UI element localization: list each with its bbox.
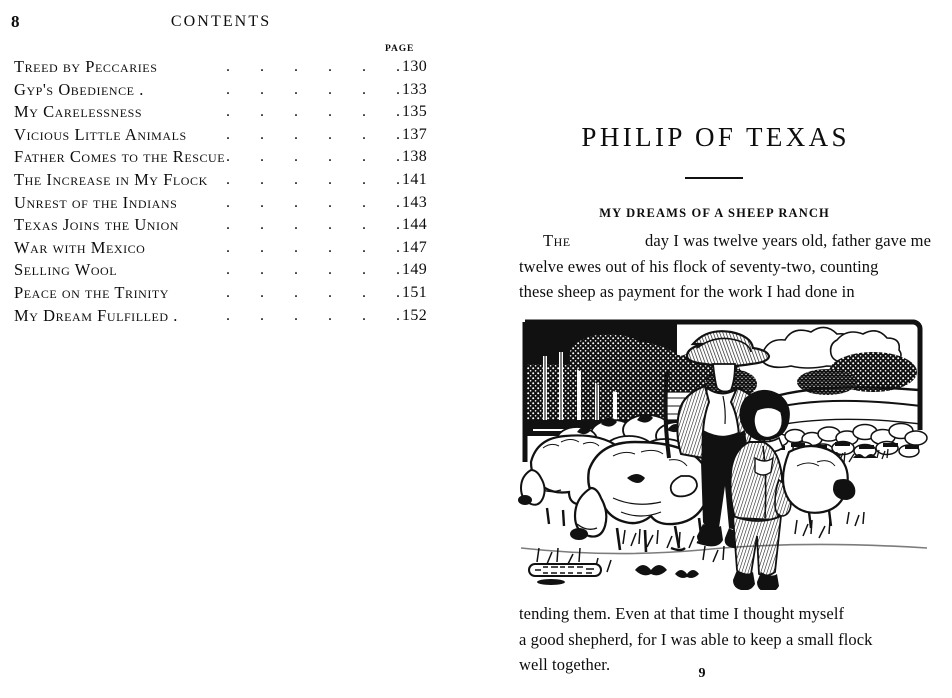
toc-leader-dots: . . . . . .	[226, 125, 400, 143]
toc-leader-dots: . . . . . .	[226, 193, 400, 211]
toc-leader-dots: . . . . . .	[226, 148, 400, 166]
toc-entry-page-number: 138	[402, 148, 428, 166]
chapter-title: PHILIP OF TEXAS	[581, 122, 850, 152]
chapter-opening-paragraph	[519, 228, 931, 305]
toc-leader-dots: . . . . . .	[226, 170, 400, 188]
toc-entry-page-number: 144	[402, 216, 428, 234]
toc-leader-dots: . . . . . .	[226, 283, 400, 301]
toc-entry-title: War with Mexico	[14, 237, 146, 257]
page-column-label: PAGE	[385, 44, 415, 54]
toc-entry[interactable]	[0, 259, 452, 282]
paragraph-lead-word: The	[543, 231, 571, 250]
toc-entry-page-number: 143	[402, 193, 428, 211]
toc-entry[interactable]	[0, 192, 452, 215]
title-rule-divider	[685, 177, 743, 179]
toc-leader-dots: . . . . . .	[226, 306, 400, 324]
toc-entry-title: Treed by Peccaries	[14, 57, 158, 76]
illustration-artwork	[517, 312, 931, 590]
toc-leader-dots: . . . . . .	[226, 103, 400, 121]
toc-entry-title: My Carelessness	[14, 102, 143, 122]
toc-entry-title: Unrest of the Indians	[14, 192, 178, 212]
toc-entry-title: Gyp's Obedience .	[14, 79, 144, 99]
toc-entry[interactable]	[0, 305, 452, 328]
toc-entry-title: Texas Joins the Union	[14, 215, 179, 235]
toc-entry[interactable]	[0, 146, 452, 169]
toc-entry-page-number: 152	[402, 306, 428, 324]
toc-entry[interactable]	[0, 282, 452, 305]
body-line-6: well together.	[519, 655, 611, 675]
toc-entry[interactable]	[0, 79, 452, 102]
toc-entry[interactable]	[0, 169, 452, 192]
body-line-1-rest: day I was twelve years old, father gave me	[645, 231, 931, 250]
contents-header	[0, 11, 450, 33]
toc-entry-title: My Dream Fulfilled .	[14, 305, 178, 325]
toc-leader-dots: . . . . . .	[226, 238, 400, 256]
toc-entry[interactable]	[0, 237, 452, 260]
body-line-5: a good shepherd, for I was able to keep a small flock	[519, 629, 873, 649]
folio-left: 8	[11, 12, 20, 31]
toc-leader-dots: . . . . . .	[226, 216, 400, 234]
body-line-4: tending them. Even at that time I thought myself	[519, 604, 845, 623]
toc-leader-dots: . . . . . .	[226, 261, 400, 279]
toc-entry[interactable]	[0, 124, 452, 147]
toc-entry[interactable]	[0, 56, 452, 79]
toc-entry-title: Peace on the Trinity	[14, 282, 169, 302]
toc-entry-title: Vicious Little Animals	[14, 124, 187, 144]
toc-entry-page-number: 151	[402, 283, 428, 301]
toc-entry[interactable]	[0, 101, 452, 124]
body-line-3: these sheep as payment for the work I had done in	[519, 282, 855, 302]
toc-entry-page-number: 141	[402, 170, 428, 188]
toc-entry-page-number: 137	[402, 125, 428, 143]
toc-entry-page-number: 149	[402, 261, 428, 279]
body-line-1	[519, 228, 931, 254]
toc-entry-page-number: 133	[402, 80, 428, 98]
right-page-chapter	[476, 0, 952, 698]
toc-entry-title: The Increase in My Flock	[14, 169, 208, 189]
chapter-illustration	[517, 312, 931, 590]
toc-entry-title: Selling Wool	[14, 260, 118, 280]
toc-entry[interactable]	[0, 214, 452, 237]
toc-leader-dots: . . . . . .	[226, 80, 400, 98]
table-of-contents-list	[0, 56, 452, 327]
toc-leader-dots: . . . . . .	[226, 58, 400, 75]
body-line-2: twelve ewes out of his flock of seventy-two, counting	[519, 256, 879, 276]
section-subheading: MY DREAMS OF A SHEEP RANCH	[599, 206, 830, 220]
folio-right: 9	[698, 666, 706, 681]
toc-entry-title: Father Comes to the Rescue	[14, 147, 226, 167]
toc-entry-page-number: 147	[402, 238, 428, 256]
toc-entry-page-number: 135	[402, 103, 428, 121]
toc-entry-page-number: 130	[402, 58, 428, 75]
running-head: CONTENTS	[170, 13, 272, 30]
